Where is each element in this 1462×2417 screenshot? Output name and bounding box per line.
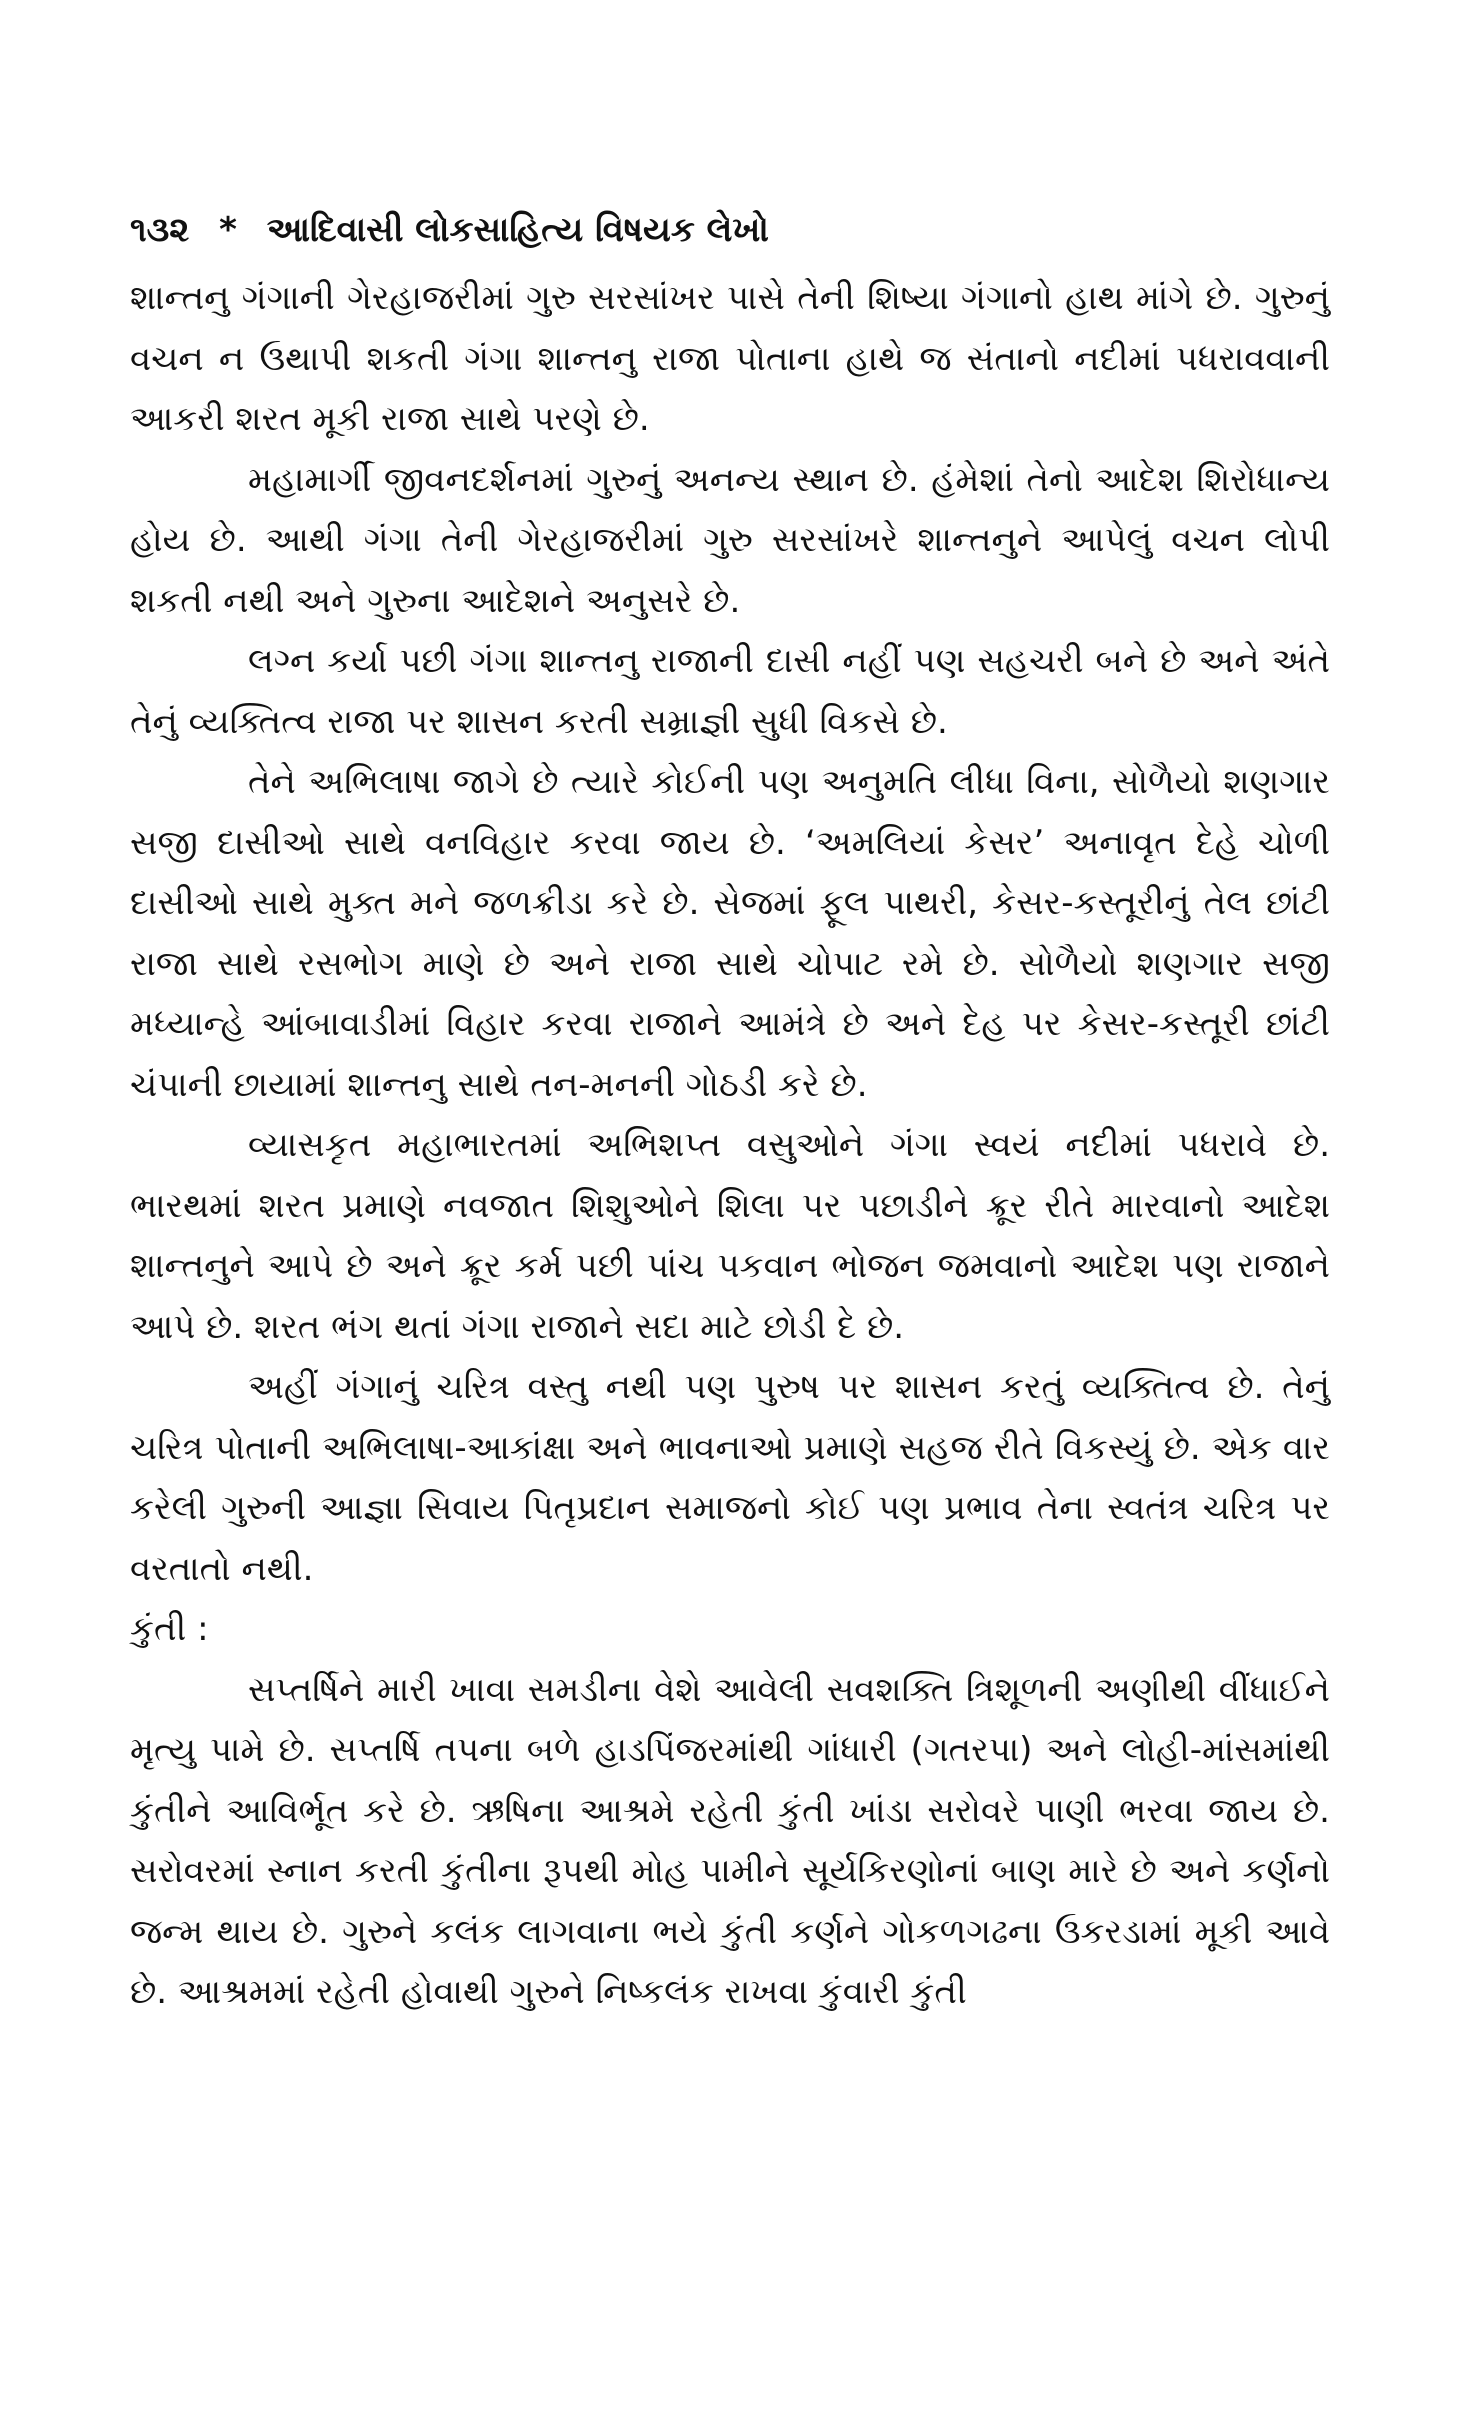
paragraph: અહીં ગંગાનું ચરિત્ર વસ્તુ નથી પણ પુરુષ પર શાસન કરતું વ્યક્તિત્વ છે. તેનું ચરિત્ર પોતાની અભિલાષા-આકાંક્ષા અને ભાવનાઓ પ્રમાણે સહજ રીતે વિકસ્યું છે. એક વાર કરેલી ગુરુની આજ્ઞા સિવાય પિતૃપ્રદાન સમાજનો કોઈ પણ પ્રભાવ તેના સ્વતંત્ર ચરિત્ર પર વરતાતો નથી. xyxy=(130,1367,1330,1589)
paragraph: મહામાર્ગી જીવનદર્શનમાં ગુરુનું અનન્ય સ્થાન છે. હંમેશાં તેનો આદેશ શિરોધાન્ય હોય છે. આથી ગંગા તેની ગેરહાજરીમાં ગુરુ સરસાંખરે શાન્તનુને આપેલું વચન લોપી શકતી નથી અને ગુરુના આદેશને અનુસરે છે. xyxy=(130,459,1330,621)
book-title: આદિવાસી લોકસાહિત્ય વિષયક લેખો xyxy=(266,210,769,250)
paragraph: સપ્તર્ષિને મારી ખાવા સમડીના વેશે આવેલી સવશક્તિ ત્રિશૂળની અણીથી વીંધાઈને મૃત્યુ પામે છે. સપ્તર્ષિ તપના બળે હાડપિંજરમાંથી ગાંધારી (ગતરપા) અને લોહી-માંસમાંથી કુંતીને આવિર્ભૂત કરે છે. ઋષિના આશ્રમે રહેતી કુંતી ખાંડા સરોવરે પાણી ભરવા જાય છે. સરોવરમાં સ્નાન કરતી કુંતીના રૂપથી મોહ પામીને સૂર્યકિરણોનાં બાણ મારે છે અને કર્ણનો જન્મ થાય છે. ગુરુને કલંક લાગવાના ભયે કુંતી કર્ણને ગોકળગઢના ઉકરડામાં મૂકી આવે છે. આશ્રમમાં રહેતી હોવાથી ગુરુને નિષ્કલંક રાખવા કુંવારી કુંતી xyxy=(130,1669,1330,2012)
paragraph: તેને અભિલાષા જાગે છે ત્યારે કોઈની પણ અનુમતિ લીધા વિના, સોળૈયો શણગાર સજી દાસીઓ સાથે વનવિહાર કરવા જાય છે. ‘અમલિયાં કેસર’ અનાવૃત દેહે ચોળી દાસીઓ સાથે મુક્ત મને જળક્રીડા કરે છે. સેજમાં ફૂલ પાથરી, કેસર-કસ્તૂરીનું તેલ છાંટી રાજા સાથે રસભોગ માણે છે અને રાજા સાથે ચોપાટ રમે છે. સોળૈયો શણગાર સજી મધ્યાન્હે આંબાવાડીમાં વિહાર કરવા રાજાને આમંત્રે છે અને દેહ પર કેસર-કસ્તૂરી છાંટી ચંપાની છાયામાં શાન્તનુ સાથે તન-મનની ગોઠડી કરે છે. xyxy=(130,762,1330,1105)
body-text xyxy=(130,268,1330,2023)
running-header xyxy=(130,200,1330,260)
paragraph: વ્યાસકૃત મહાભારતમાં અભિશપ્ત વસુઓને ગંગા સ્વયં નદીમાં પધરાવે છે. ભારથમાં શરત પ્રમાણે નવજાત શિશુઓને શિલા પર પછાડીને ક્રૂર રીતે મારવાનો આદેશ શાન્તનુને આપે છે અને ક્રૂર કર્મ પછી પાંચ પકવાન ભોજન જમવાનો આદેશ પણ રાજાને આપે છે. શરત ભંગ થતાં ગંગા રાજાને સદા માટે છોડી દે છે. xyxy=(130,1125,1330,1347)
asterisk-separator: * xyxy=(219,210,237,250)
book-page xyxy=(130,200,1330,2023)
paragraph: શાન્તનુ ગંગાની ગેરહાજરીમાં ગુરુ સરસાંખર પાસે તેની શિષ્યા ગંગાનો હાથ માંગે છે. ગુરુનું વચન ન ઉથાપી શકતી ગંગા શાન્તનુ રાજા પોતાના હાથે જ સંતાનો નદીમાં પધરાવવાની આકરી શરત મૂકી રાજા સાથે પરણે છે. xyxy=(130,278,1330,439)
paragraph: લગ્ન કર્યા પછી ગંગા શાન્તનુ રાજાની દાસી નહીં પણ સહચરી બને છે અને અંતે તેનું વ્યક્તિત્વ રાજા પર શાસન કરતી સમ્રાજ્ઞી સુધી વિકસે છે. xyxy=(130,641,1330,742)
section-heading: કુંતી : xyxy=(130,1609,209,1649)
page-number: ૧૩૨ xyxy=(130,210,190,250)
